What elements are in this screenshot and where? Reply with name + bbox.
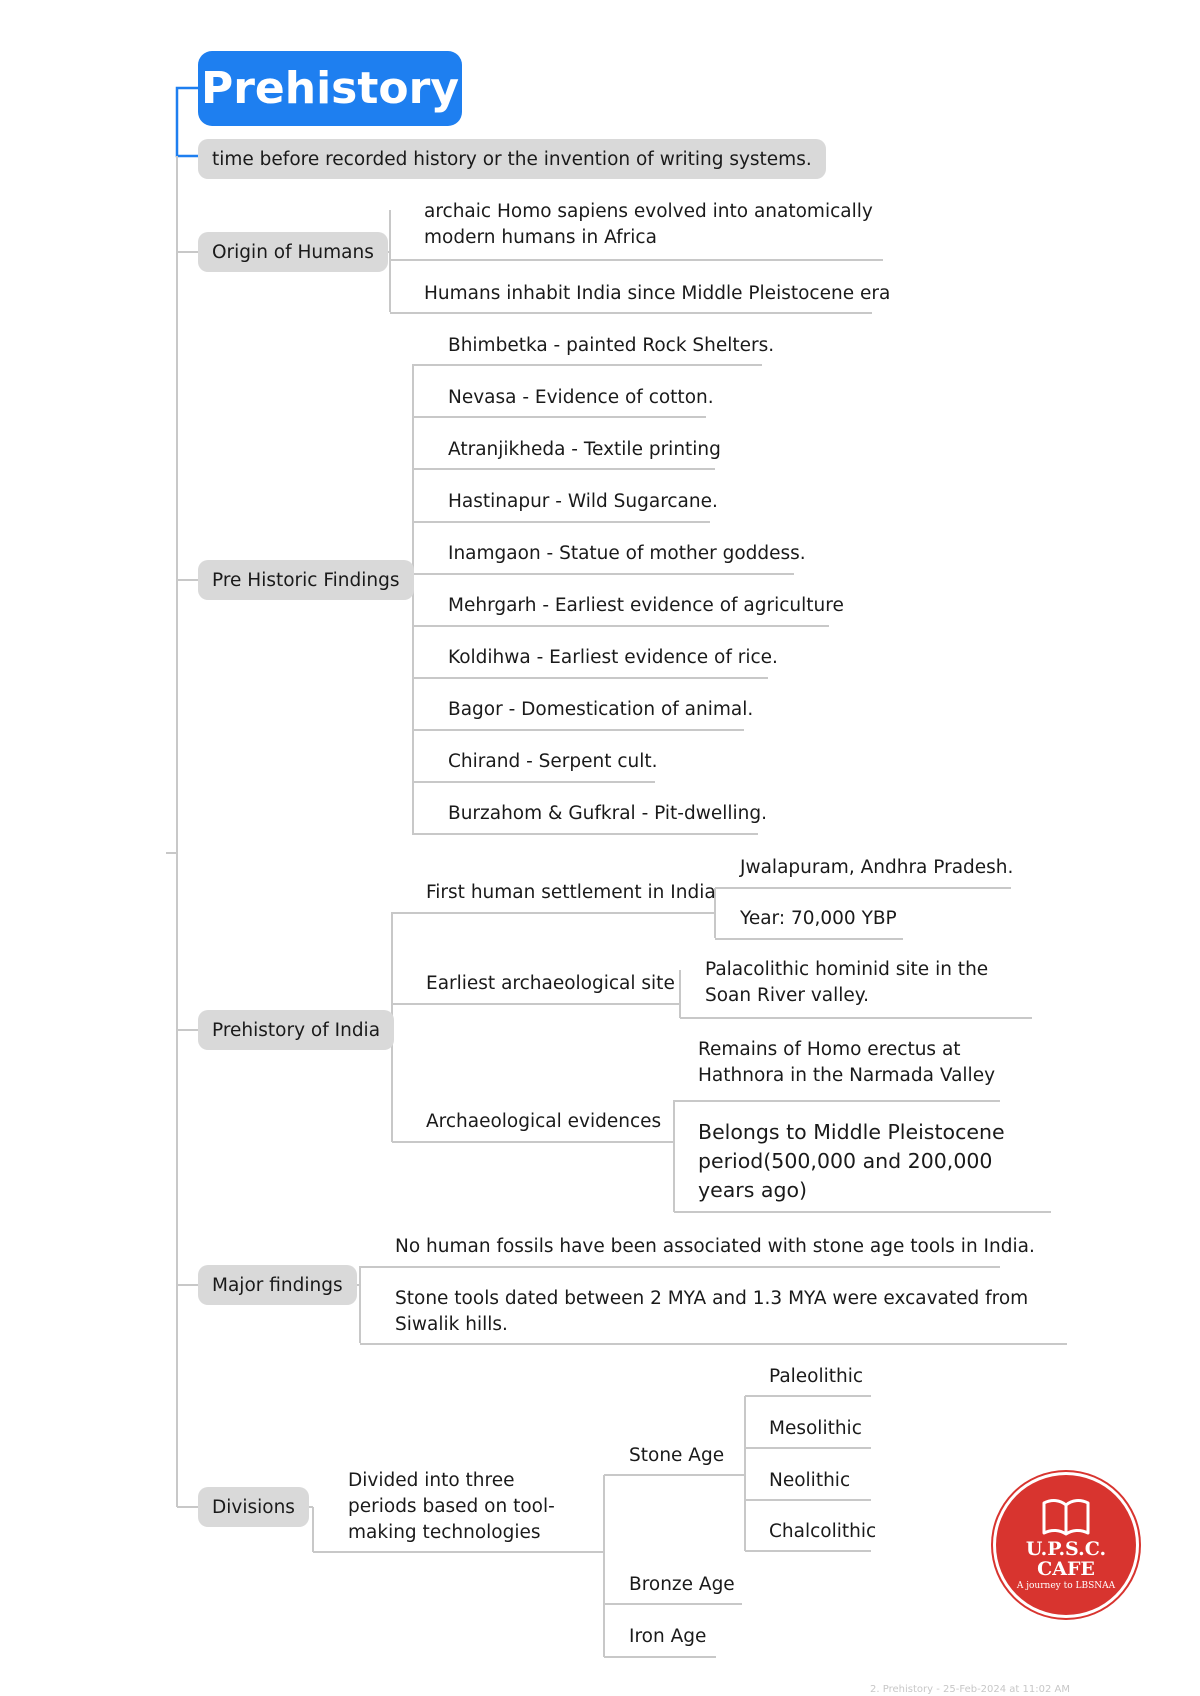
finding-item: Mehrgarh - Earliest evidence of agriculture [448,595,844,616]
page-title: Prehistory [198,51,462,126]
finding-item: Atranjikheda - Textile printing [448,439,721,460]
finding-item: Nevasa - Evidence of cotton. [448,387,714,408]
earliest-site-label: Earliest archaeological site [426,973,675,994]
definition-pill: time before recorded history or the invention of writing systems. [198,139,826,179]
logo-line-2: CAFE [1037,1558,1095,1580]
prehistory-of-india-node: Prehistory of India [198,1010,394,1050]
upsc-cafe-logo [996,1475,1136,1615]
iron-age-label: Iron Age [629,1626,707,1647]
stone-age-item: Paleolithic [769,1366,864,1387]
logo-line-1: U.P.S.C. [1025,1538,1107,1560]
pre-historic-findings-node: Pre Historic Findings [198,560,414,600]
finding-item: Inamgaon - Statue of mother goddess. [448,543,806,564]
footer-timestamp: 2. Prehistory - 25-Feb-2024 at 11:02 AM [870,1684,1070,1695]
earliest-site-item: Palacolithic hominid site in the Soan River valley. [705,959,989,1006]
logo-tagline: A journey to LBSNAA [1016,1581,1116,1591]
stone-age-item: Neolithic [769,1470,851,1491]
major-finding-item: No human fossils have been associated with stone age tools in India. [395,1236,1035,1257]
settlement-item: Year: 70,000 YBP [740,908,897,929]
divisions-node: Divisions [198,1487,309,1527]
stone-age-label: Stone Age [629,1445,725,1466]
origin-item: Humans inhabit India since Middle Pleistocene era [424,283,891,304]
evidence-item: Remains of Homo erectus at Hathnora in the Narmada Valley [698,1039,996,1086]
finding-item: Burzahom & Gufkral - Pit-dwelling. [448,803,767,824]
bronze-age-label: Bronze Age [629,1574,735,1595]
settlement-item: Jwalapuram, Andhra Pradesh. [740,857,1014,878]
stone-age-item: Chalcolithic [769,1521,877,1542]
finding-item: Bagor - Domestication of animal. [448,699,754,720]
finding-item: Chirand - Serpent cult. [448,751,658,772]
book-icon [1040,1497,1092,1537]
finding-item: Hastinapur - Wild Sugarcane. [448,491,718,512]
major-finding-item: Stone tools dated between 2 MYA and 1.3 MYA were excavated from Siwalik hills. [395,1288,1029,1335]
divisions-description: Divided into three periods based on tool-making technologies [348,1470,555,1543]
evidence-item: Belongs to Middle Pleistocene period(500,000 and 200,000 years ago) [698,1120,1005,1202]
origin-of-humans-node: Origin of Humans [198,232,388,272]
major-findings-node: Major findings [198,1265,357,1305]
finding-item: Bhimbetka - painted Rock Shelters. [448,335,775,356]
settlement-label: First human settlement in India [426,882,716,903]
origin-item: archaic Homo sapiens evolved into anatomically modern humans in Africa [424,201,873,248]
evidences-label: Archaeological evidences [426,1111,662,1132]
finding-item: Koldihwa - Earliest evidence of rice. [448,647,778,668]
stone-age-item: Mesolithic [769,1418,862,1439]
